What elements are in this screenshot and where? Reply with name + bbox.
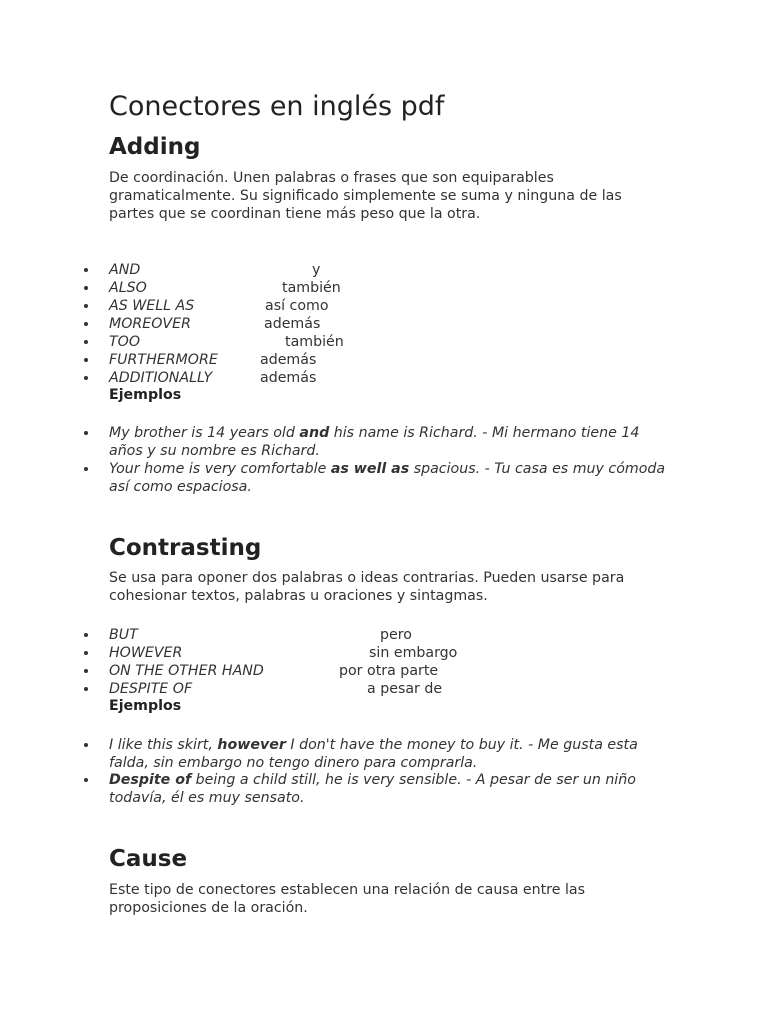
connector-english: FURTHERMORE xyxy=(109,352,218,368)
section-heading-adding: Adding xyxy=(109,134,201,160)
connector-english: MOREOVER xyxy=(109,316,191,332)
connector-item xyxy=(80,261,700,279)
connector-english: HOWEVER xyxy=(109,645,183,661)
bullet-icon xyxy=(84,633,88,637)
connector-item xyxy=(80,369,700,387)
example-item xyxy=(80,424,700,460)
connector-spanish: además xyxy=(260,370,317,386)
bullet-icon xyxy=(84,467,88,471)
connector-item xyxy=(80,680,700,698)
bullet-icon xyxy=(84,322,88,326)
connector-item xyxy=(80,297,700,315)
bullet-icon xyxy=(84,687,88,691)
example-item xyxy=(80,736,700,771)
section-heading-contrasting: Contrasting xyxy=(109,535,262,561)
connector-spanish: también xyxy=(285,334,344,350)
example-list-adding xyxy=(80,424,700,496)
bullet-icon xyxy=(84,304,88,308)
connector-spanish: y xyxy=(312,262,321,278)
example-item xyxy=(80,460,700,496)
connector-english: DESPITE OF xyxy=(109,681,193,697)
example-text: Despite of being a child still, he is very sensible. - A pesar de ser un niño todavía, él es muy sensato. xyxy=(109,772,636,806)
connector-item xyxy=(80,315,700,333)
connector-spanish: por otra parte xyxy=(339,663,439,679)
bullet-icon xyxy=(84,431,88,435)
connector-english: ADDITIONALLY xyxy=(109,370,213,386)
bullet-icon xyxy=(84,286,88,290)
examples-label-adding: Ejemplos xyxy=(109,387,182,403)
bullet-icon xyxy=(84,651,88,655)
connector-english: AND xyxy=(109,262,141,278)
connector-spanish: sin embargo xyxy=(369,645,458,661)
connector-item xyxy=(80,351,700,369)
connector-spanish: a pesar de xyxy=(367,681,443,697)
example-text: My brother is 14 years old and his name is Richard. - Mi hermano tiene 14 años y su nombre es Richard. xyxy=(109,425,640,459)
connector-english: AS WELL AS xyxy=(109,298,195,314)
connector-english: ALSO xyxy=(109,280,147,296)
example-item xyxy=(80,771,700,807)
connector-item xyxy=(80,662,700,680)
example-text: I like this skirt, however I don't have the money to buy it. - Me gusta esta falda, sin embargo no tengo dinero para comprarla. xyxy=(109,737,638,771)
example-list-contrasting xyxy=(80,736,700,807)
connector-item xyxy=(80,279,700,297)
page-title: Conectores en inglés pdf xyxy=(109,91,445,122)
connector-english: BUT xyxy=(109,627,138,643)
example-text: Your home is very comfortable as well as spacious. - Tu casa es muy cómoda así como espaciosa. xyxy=(109,461,666,495)
section-description-contrasting: Se usa para oponer dos palabras o ideas contrarias. Pueden usarse para cohesionar textos, palabras u oraciones y sintagmas. xyxy=(109,570,625,604)
connector-spanish: pero xyxy=(380,627,412,643)
bullet-icon xyxy=(84,340,88,344)
bullet-icon xyxy=(84,376,88,380)
connector-english: ON THE OTHER HAND xyxy=(109,663,264,679)
connector-english: TOO xyxy=(109,334,141,350)
bullet-icon xyxy=(84,358,88,362)
connector-item xyxy=(80,644,700,662)
bullet-icon xyxy=(84,669,88,673)
connector-spanish: también xyxy=(282,280,341,296)
bullet-icon xyxy=(84,743,88,747)
connector-spanish: además xyxy=(264,316,321,332)
examples-label-contrasting: Ejemplos xyxy=(109,698,182,714)
bullet-icon xyxy=(84,778,88,782)
connector-spanish: además xyxy=(260,352,317,368)
bullet-icon xyxy=(84,268,88,272)
connector-item xyxy=(80,333,700,351)
connector-spanish: así como xyxy=(265,298,329,314)
section-description-adding: De coordinación. Unen palabras o frases que son equiparables gramaticalmente. Su significado simplemente se suma y ninguna de las partes que se coordinan tiene más peso que la otra. xyxy=(109,170,622,222)
section-heading-cause: Cause xyxy=(109,846,188,872)
connector-item xyxy=(80,626,700,644)
section-description-cause: Este tipo de conectores establecen una relación de causa entre las proposiciones de la oración. xyxy=(109,882,585,916)
